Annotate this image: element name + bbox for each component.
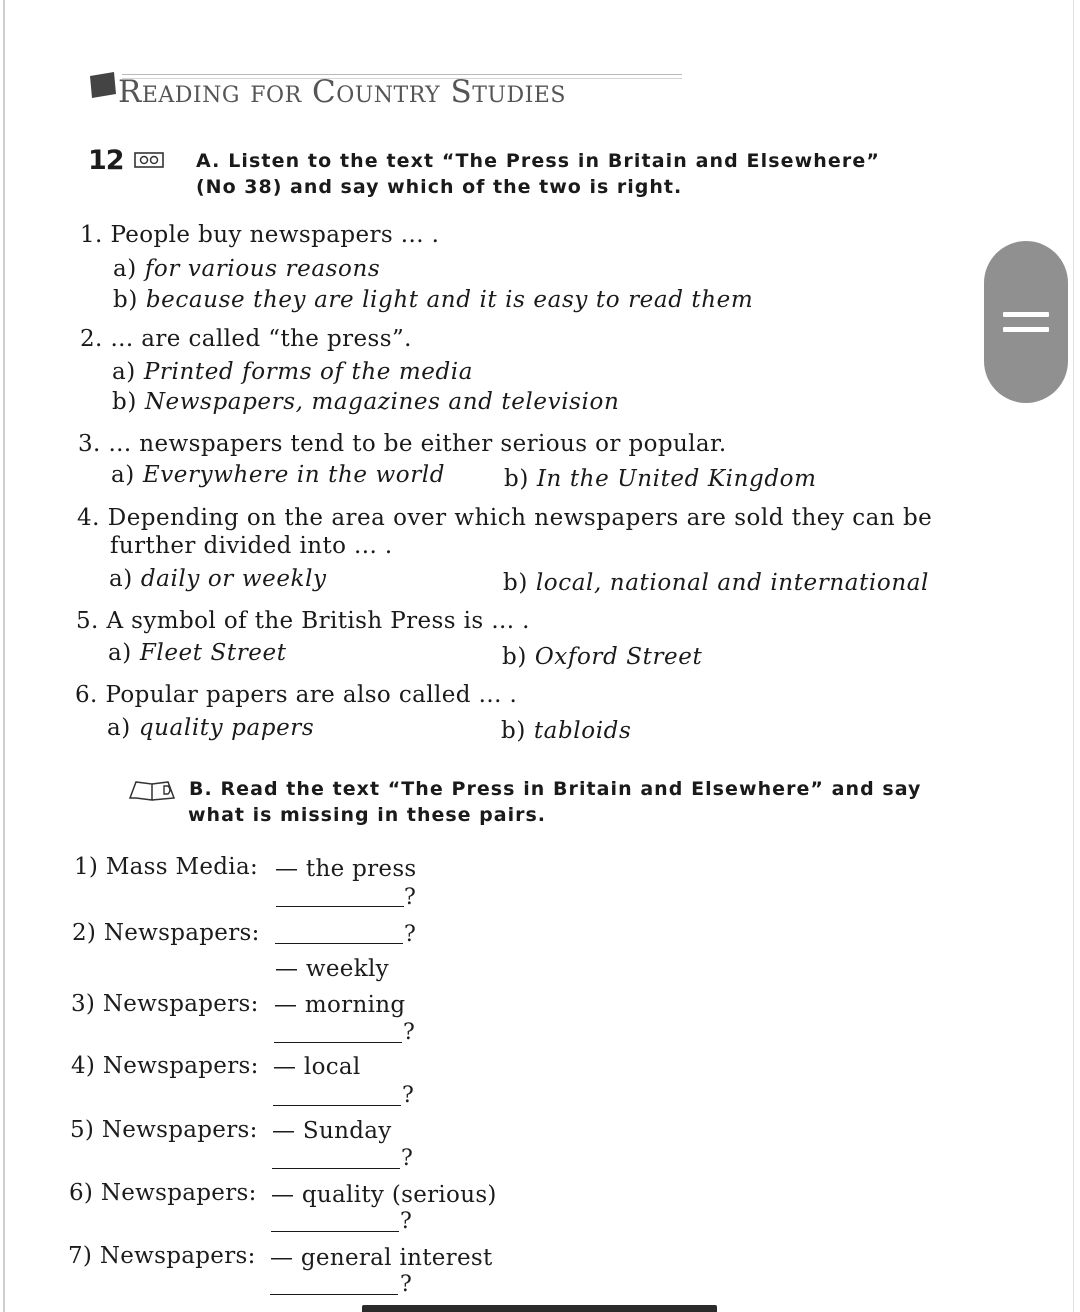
answer-blank-mark: ? xyxy=(402,1083,414,1108)
task-b-heading-line1: B. Read the text “The Press in Britain and Elsewhere” and say xyxy=(189,778,922,800)
scroll-handle-icon xyxy=(1003,312,1049,317)
pair-6-label: 6) Newspapers: xyxy=(69,1180,257,1206)
question-6-option-a: a) quality papers xyxy=(107,715,315,741)
page-edge-right xyxy=(1073,0,1074,1312)
question-5-stem: 5. A symbol of the British Press is ... . xyxy=(76,608,530,634)
question-4-stem: 4. Depending on the area over which newspapers are sold they can be xyxy=(77,505,933,531)
pair-6-item: — quality (serious) xyxy=(271,1182,497,1208)
question-4-stem-continued: further divided into ... . xyxy=(110,533,393,559)
task-b-heading-line2: what is missing in these pairs. xyxy=(188,804,547,826)
answer-blank-mark: ? xyxy=(400,1272,412,1297)
question-1-stem: 1. People buy newspapers ... . xyxy=(80,222,440,248)
question-1-option-a: a) for various reasons xyxy=(113,256,381,282)
question-3-option-a: a) Everywhere in the world xyxy=(111,462,446,488)
pair-3-label: 3) Newspapers: xyxy=(71,991,259,1017)
page-edge-left xyxy=(3,0,5,1312)
task-a-heading-line2: (No 38) and say which of the two is right. xyxy=(196,176,683,198)
pair-4-item: — local xyxy=(273,1054,361,1080)
question-2-stem: 2. ... are called “the press”. xyxy=(80,326,412,352)
pair-5-label: 5) Newspapers: xyxy=(70,1117,258,1143)
question-3-stem: 3. ... newspapers tend to be either serious or popular. xyxy=(78,431,727,457)
answer-blank xyxy=(270,1294,398,1295)
task-number: 12 xyxy=(88,145,124,176)
answer-blank xyxy=(273,1105,401,1106)
pair-4-label: 4) Newspapers: xyxy=(71,1053,259,1079)
question-6-option-b: b) tabloids xyxy=(501,718,632,744)
question-3-option-b: b) In the United Kingdom xyxy=(504,466,817,492)
answer-blank xyxy=(276,906,404,907)
question-5-option-b: b) Oxford Street xyxy=(502,644,703,670)
pair-7-item: — general interest xyxy=(270,1245,493,1271)
question-6-stem: 6. Popular papers are also called ... . xyxy=(75,682,518,708)
question-5-option-a: a) Fleet Street xyxy=(108,640,287,666)
answer-blank-mark: ? xyxy=(400,1209,412,1234)
section-title: Reading for Country Studies xyxy=(118,74,566,110)
pair-2-item: — weekly xyxy=(275,956,389,982)
question-1-option-b: b) because they are light and it is easy to read them xyxy=(113,287,754,313)
pair-1-label: 1) Mass Media: xyxy=(74,854,258,880)
answer-blank xyxy=(274,1042,402,1043)
cassette-icon xyxy=(134,151,164,169)
pair-1-item: — the press xyxy=(275,856,417,882)
pair-3-item: — morning xyxy=(274,992,406,1018)
scroll-handle[interactable] xyxy=(984,241,1068,403)
answer-blank xyxy=(271,1231,399,1232)
answer-blank-mark: ? xyxy=(403,1020,415,1045)
task-a-heading-line1: A. Listen to the text “The Press in Britain and Elsewhere” xyxy=(196,150,880,172)
answer-blank-mark: ? xyxy=(404,885,416,910)
answer-blank xyxy=(275,943,403,944)
pair-7-label: 7) Newspapers: xyxy=(68,1243,256,1269)
scroll-handle-icon xyxy=(1003,327,1049,332)
pair-2-label: 2) Newspapers: xyxy=(72,920,260,946)
pair-5-item: — Sunday xyxy=(272,1118,392,1144)
question-4-option-a: a) daily or weekly xyxy=(109,566,327,592)
open-book-icon xyxy=(128,778,176,802)
question-2-option-a: a) Printed forms of the media xyxy=(112,359,474,385)
answer-blank-mark: ? xyxy=(404,922,416,947)
question-4-option-b: b) local, national and international xyxy=(503,570,929,596)
home-indicator[interactable] xyxy=(362,1305,717,1312)
answer-blank xyxy=(272,1168,400,1169)
answer-blank-mark: ? xyxy=(401,1146,413,1171)
book-corner-icon xyxy=(88,70,118,100)
section-header xyxy=(88,66,688,112)
question-2-option-b: b) Newspapers, magazines and television xyxy=(112,389,620,415)
